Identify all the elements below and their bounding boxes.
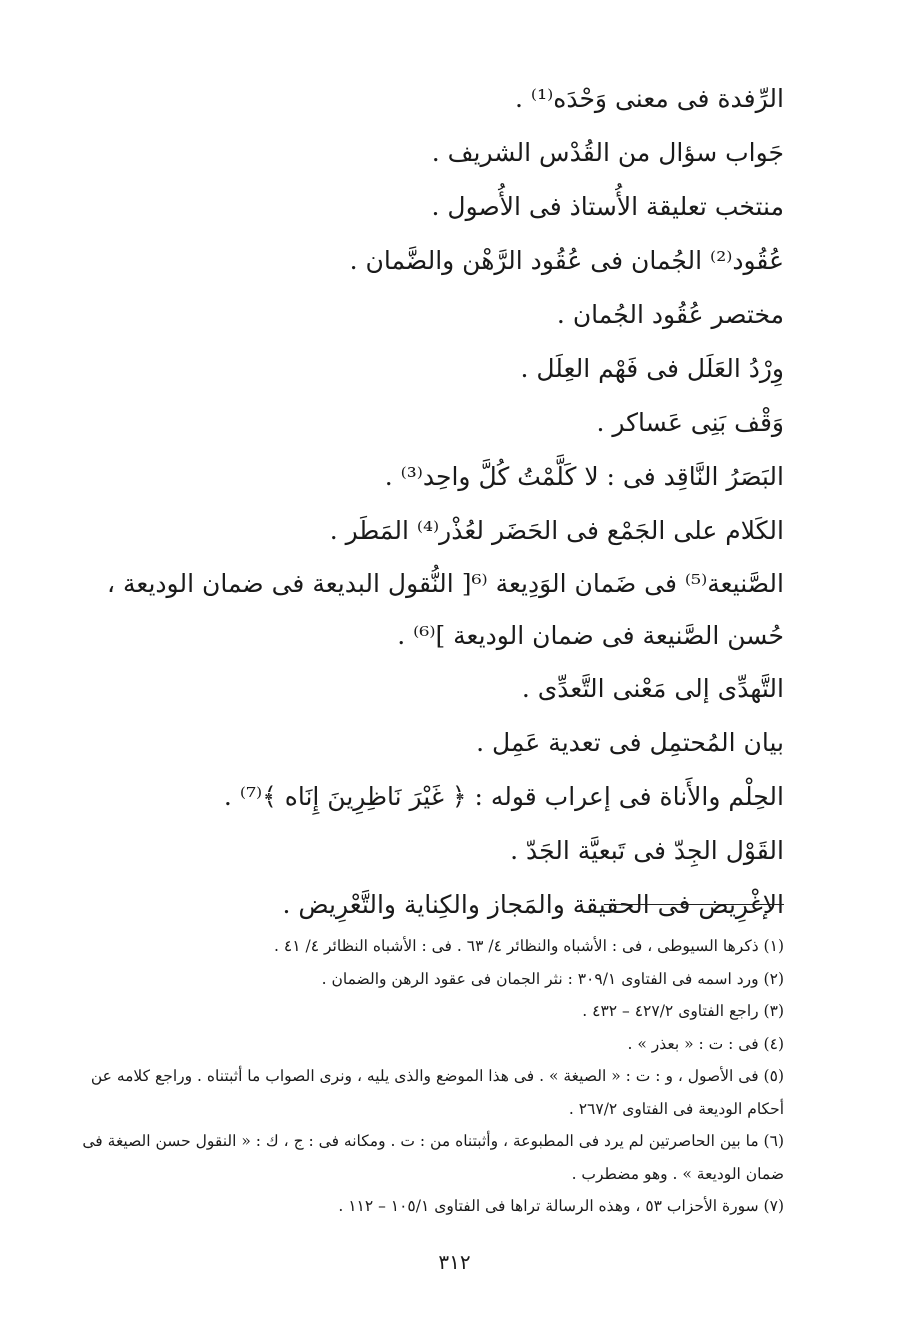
list-item: جَواب سؤال من القُدْس الشريف . [431, 138, 784, 167]
list-item: القَوْل الجِدّ فى تَبعيَّة الجَدّ . [510, 836, 784, 865]
list-item: وِرْدُ العَلَل فى فَهْم العِلَل . [520, 354, 784, 383]
list-item: البَصَرُ النَّاقِد فى : لا كَلَّمْتُ كُلَّ واحِد⁽³⁾ . [384, 462, 784, 491]
list-item: الرِّفدة فى معنى وَحْدَه⁽¹⁾ . [515, 84, 784, 113]
footnote: (١) ذكرها السيوطى ، فى : الأشباه والنظائر ٤/ ٦٣ . فى : الأشباه النظائر ٤/ ٤١ . [274, 937, 784, 955]
footnote: (٣) راجع الفتاوى ٤٢٧/٢ – ٤٣٢ . [582, 1002, 784, 1020]
list-item: بيان المُحتمِل فى تعدية عَمِل . [476, 728, 784, 757]
footnotes [78, 930, 784, 1223]
list-item: منتخب تعليقة الأُستاذ فى الأُصول . [431, 192, 784, 221]
list-item: وَقْف بَنِى عَساكر . [596, 408, 784, 437]
footnote: (٤) فى : ت : « بعذر » . [627, 1034, 784, 1053]
footnote: (٥) فى الأصول ، و : ت : « الصيغة » . فى هذا الموضع والذى يليه ، ونرى الصواب ما أثبتناه . وراجع كلامه عن أحكام الوديعة فى الفتاوى ٢٦٧/٢ . [90, 1067, 784, 1118]
footnote: (٢) ورد اسمه فى الفتاوى ٣٠٩/١ : نثر الجمان فى عقود الرهن والضمان . [321, 969, 784, 988]
footnote: (٦) ما بين الحاصرتين لم يرد فى المطبوعة ، وأثبتناه من : ت . ومكانه فى : ج ، ك : « النقول حسن الصيغة فى ضمان الوديعة » . وهو مضطرب . [82, 1132, 784, 1183]
list-item: التَّهدِّى إلى مَعْنى التَّعدِّى . [521, 674, 784, 703]
page-number: ٣١٢ [438, 1250, 471, 1274]
list-item: الحِلْم والأَناة فى إعراب قوله : ﴿ غَيْرَ نَاظِرِينَ إِنَاه ﴾⁽⁷⁾ . [223, 782, 784, 811]
list-item: عُقُود⁽²⁾ الجُمان فى عُقُود الرَّهْن والضَّمان . [349, 246, 784, 275]
footnote: (٧) سورة الأحزاب ٥٣ ، وهذه الرسالة تراها فى الفتاوى ١٠٥/١ – ١١٢ . [338, 1197, 784, 1215]
title-list [60, 72, 784, 932]
footnote-divider [604, 904, 784, 905]
list-item: الإغْرِيض فى الحقيقة والمَجاز والكِناية والتَّعْرِيض . [282, 890, 784, 919]
list-item: الكَلام على الجَمْع فى الحَضَر لعُذْر⁽⁴⁾ المَطَر . [329, 516, 784, 545]
list-item: الصَّنيعة⁽⁵⁾ فى ضَمان الوَدِيعة ⁽⁶[ النُّقول البديعة فى ضمان الوديعة ، حُسن الصَّنيعة فى ضمان الوديعة ]⁽⁶⁾ . [106, 569, 784, 650]
list-item: مختصر عُقُود الجُمان . [556, 300, 784, 329]
